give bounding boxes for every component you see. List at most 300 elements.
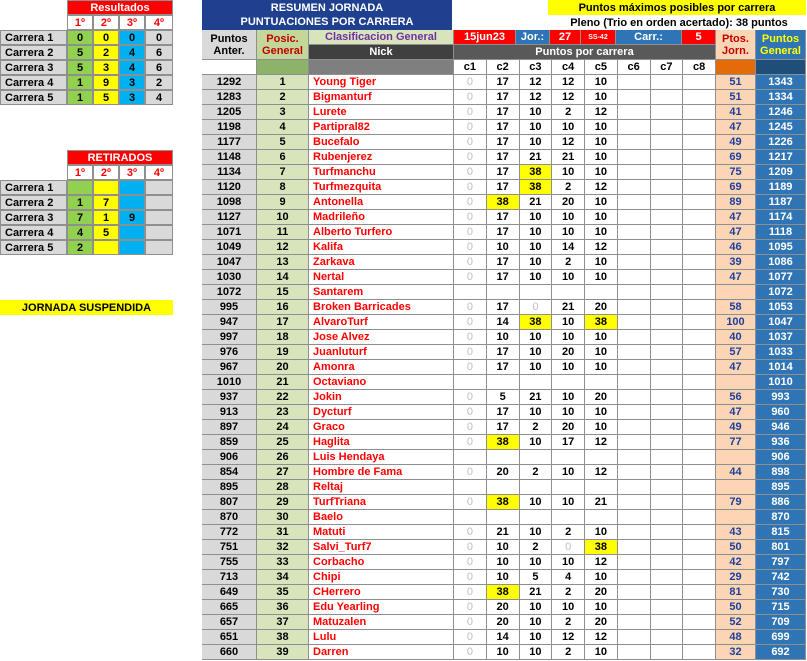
race-points-cell: [618, 150, 651, 165]
race-points-cell: [683, 555, 716, 570]
race-points-cell: 0: [454, 330, 487, 345]
race-col-header: c6: [618, 60, 651, 75]
puntos-anter-cell: 854: [202, 465, 257, 480]
retirados-cell: 1: [93, 210, 119, 225]
puntos-general-cell: 699: [756, 630, 806, 645]
ptos-jorn-cell: 47: [716, 270, 756, 285]
puntos-anter-cell: 1071: [202, 225, 257, 240]
puntos-anter-cell: 1134: [202, 165, 257, 180]
race-col-header: c8: [683, 60, 716, 75]
race-points-cell: [618, 630, 651, 645]
race-points-cell: [651, 645, 684, 660]
posicion-cell: 9: [257, 195, 309, 210]
retirados-cell: 7: [93, 195, 119, 210]
resultados-cell: 4: [119, 60, 145, 75]
nick-cell: Baelo: [309, 510, 454, 525]
race-points-cell: 0: [454, 270, 487, 285]
ptos-jorn-cell: 41: [716, 105, 756, 120]
race-points-cell: 10: [520, 240, 553, 255]
race-points-cell: [618, 255, 651, 270]
nick-cell: Partipral82: [309, 120, 454, 135]
puntos-general-cell: 1077: [756, 270, 806, 285]
posicion-cell: 6: [257, 150, 309, 165]
ptos-jorn-cell: 32: [716, 645, 756, 660]
race-points-cell: [618, 555, 651, 570]
ptos-jorn-cell: 81: [716, 585, 756, 600]
race-points-cell: 10: [552, 600, 585, 615]
puntos-general-cell: 692: [756, 645, 806, 660]
race-points-cell: [683, 600, 716, 615]
race-points-cell: 12: [585, 630, 618, 645]
race-points-cell: 20: [487, 615, 520, 630]
ptos-jorn-cell: 49: [716, 420, 756, 435]
puntos-anter-cell: 651: [202, 630, 257, 645]
ptos-jorn-cell: 100: [716, 315, 756, 330]
posicion-cell: 25: [257, 435, 309, 450]
race-points-cell: 38: [487, 585, 520, 600]
ptos-jorn-cell: 44: [716, 465, 756, 480]
puntos-general-cell: 715: [756, 600, 806, 615]
nick-cell: CHerrero: [309, 585, 454, 600]
nick-cell: Matuti: [309, 525, 454, 540]
race-points-cell: [454, 285, 487, 300]
ptos-jorn-cell: 51: [716, 75, 756, 90]
race-points-cell: [618, 405, 651, 420]
ptos-jorn-cell: 89: [716, 195, 756, 210]
standings-row: [202, 465, 806, 480]
race-points-cell: 12: [552, 75, 585, 90]
puntos-anter-cell: 751: [202, 540, 257, 555]
race-points-cell: 12: [552, 90, 585, 105]
puntos-anter-cell: 870: [202, 510, 257, 525]
race-points-cell: [683, 315, 716, 330]
race-col-header: c5: [585, 60, 618, 75]
standings-row: [202, 240, 806, 255]
puntos-general-cell: 1095: [756, 240, 806, 255]
puntos-anter-cell: 1010: [202, 375, 257, 390]
retirados-row-label: Carrera 3: [0, 210, 67, 225]
race-points-cell: 17: [487, 135, 520, 150]
nick-cell: Jose Alvez: [309, 330, 454, 345]
resultados-row-label: Carrera 1: [0, 30, 67, 45]
nick-cell: Matuzalen: [309, 615, 454, 630]
ptos-jorn-cell: 46: [716, 240, 756, 255]
race-points-cell: 10: [487, 645, 520, 660]
puntos-anter-cell: 895: [202, 480, 257, 495]
race-points-cell: [618, 525, 651, 540]
race-points-cell: 12: [585, 435, 618, 450]
race-points-cell: 21: [520, 195, 553, 210]
race-points-cell: 0: [454, 465, 487, 480]
race-points-cell: 10: [585, 570, 618, 585]
race-col-header: c1: [454, 60, 487, 75]
standings-row: [202, 330, 806, 345]
race-points-cell: [651, 165, 684, 180]
race-points-cell: [618, 435, 651, 450]
standings-row: [202, 420, 806, 435]
race-points-cell: 10: [552, 465, 585, 480]
nick-cell: Madrileño: [309, 210, 454, 225]
race-points-cell: 20: [552, 345, 585, 360]
race-points-cell: 10: [585, 330, 618, 345]
retirados-cell: 5: [93, 225, 119, 240]
race-points-cell: [651, 285, 684, 300]
race-points-cell: 0: [520, 300, 553, 315]
resultados-row: [0, 30, 173, 45]
race-points-cell: 10: [585, 135, 618, 150]
race-col-header: c3: [520, 60, 553, 75]
resultados-cell: 3: [119, 90, 145, 105]
puntos-general-cell: 1086: [756, 255, 806, 270]
resultados-cell: 0: [119, 30, 145, 45]
race-points-cell: [683, 75, 716, 90]
ptos-jorn-cell: 75: [716, 165, 756, 180]
race-points-cell: 10: [520, 495, 553, 510]
race-points-cell: 10: [552, 330, 585, 345]
race-points-cell: 0: [454, 180, 487, 195]
resultados-col-header: 2º: [93, 15, 119, 30]
race-points-cell: 10: [585, 75, 618, 90]
puntos-general-cell: 898: [756, 465, 806, 480]
race-points-cell: [683, 240, 716, 255]
puntos-anter-subheader: [202, 60, 257, 75]
posicion-cell: 12: [257, 240, 309, 255]
race-points-cell: 12: [585, 465, 618, 480]
race-points-cell: [618, 645, 651, 660]
race-points-cell: [618, 135, 651, 150]
posicion-cell: 10: [257, 210, 309, 225]
race-points-cell: [618, 225, 651, 240]
race-points-cell: 10: [487, 330, 520, 345]
posicion-cell: 36: [257, 600, 309, 615]
race-points-cell: 0: [454, 90, 487, 105]
race-points-cell: [683, 585, 716, 600]
race-points-cell: 5: [487, 390, 520, 405]
retirados-row: [0, 240, 173, 255]
race-points-cell: 10: [552, 390, 585, 405]
race-points-cell: [618, 615, 651, 630]
ptos-jorn-subheader: [716, 60, 756, 75]
race-points-cell: 10: [585, 225, 618, 240]
standings-row: [202, 615, 806, 630]
race-points-cell: [618, 300, 651, 315]
posicion-cell: 38: [257, 630, 309, 645]
race-col-header: c4: [552, 60, 585, 75]
race-points-cell: 2: [520, 420, 553, 435]
race-points-cell: [683, 645, 716, 660]
ptos-jorn-cell: 51: [716, 90, 756, 105]
race-points-cell: [683, 180, 716, 195]
race-points-cell: [618, 540, 651, 555]
race-points-cell: 0: [454, 615, 487, 630]
race-points-cell: 20: [487, 600, 520, 615]
race-points-cell: [651, 435, 684, 450]
puntos-general-cell: 1014: [756, 360, 806, 375]
ptos-jorn-cell: 39: [716, 255, 756, 270]
standings-row: [202, 540, 806, 555]
nick-cell: Santarem: [309, 285, 454, 300]
nick-cell: Octaviano: [309, 375, 454, 390]
race-points-cell: 17: [487, 270, 520, 285]
puntos-general-cell: 960: [756, 405, 806, 420]
ptos-jorn-cell: 49: [716, 135, 756, 150]
standings-row: [202, 450, 806, 465]
standings-row: [202, 495, 806, 510]
race-points-cell: [651, 480, 684, 495]
puntos-general-cell: 1189: [756, 180, 806, 195]
retirados-cell: [93, 240, 119, 255]
puntos-general-cell: 1246: [756, 105, 806, 120]
race-points-cell: [683, 165, 716, 180]
race-points-cell: [651, 390, 684, 405]
race-points-cell: 0: [454, 405, 487, 420]
puntos-general-cell: 1187: [756, 195, 806, 210]
puntos-general-cell: 1343: [756, 75, 806, 90]
race-points-cell: 38: [487, 495, 520, 510]
race-points-cell: 10: [552, 405, 585, 420]
ptos-jorn-cell: 50: [716, 540, 756, 555]
race-points-cell: [651, 420, 684, 435]
race-points-cell: 17: [487, 420, 520, 435]
standings-row: [202, 405, 806, 420]
race-points-cell: 38: [487, 195, 520, 210]
race-points-cell: [487, 510, 520, 525]
race-points-cell: [651, 525, 684, 540]
puntos-anter-cell: 967: [202, 360, 257, 375]
puntos-general-cell: 1047: [756, 315, 806, 330]
race-points-cell: [651, 375, 684, 390]
race-points-cell: 10: [552, 555, 585, 570]
race-points-cell: [683, 90, 716, 105]
race-points-cell: [683, 420, 716, 435]
race-points-cell: [683, 285, 716, 300]
standings-row: [202, 195, 806, 210]
race-points-cell: 10: [552, 225, 585, 240]
race-points-cell: 10: [552, 165, 585, 180]
ptos-jorn-header-text: Ptos. Jorn.: [722, 32, 749, 57]
resultados-cell: 9: [93, 75, 119, 90]
race-points-cell: 0: [454, 315, 487, 330]
race-points-cell: [683, 225, 716, 240]
resultados-table: [0, 0, 173, 105]
nick-cell: Broken Barricades: [309, 300, 454, 315]
race-points-cell: [520, 285, 553, 300]
puntos-anter-cell: 649: [202, 585, 257, 600]
race-points-cell: 0: [454, 435, 487, 450]
race-points-cell: 21: [585, 495, 618, 510]
posicion-cell: 2: [257, 90, 309, 105]
race-points-cell: [585, 480, 618, 495]
ptos-jorn-header: [716, 30, 756, 60]
nick-cell: Nertal: [309, 270, 454, 285]
race-points-cell: 10: [585, 345, 618, 360]
race-points-cell: [552, 285, 585, 300]
puntos-anter-cell: 660: [202, 645, 257, 660]
race-points-cell: 38: [520, 165, 553, 180]
puntos-anter-cell: 995: [202, 300, 257, 315]
posicion-cell: 20: [257, 360, 309, 375]
race-points-cell: [552, 450, 585, 465]
ptos-jorn-cell: [716, 285, 756, 300]
race-points-cell: 2: [552, 525, 585, 540]
race-points-cell: 0: [454, 420, 487, 435]
race-points-cell: 17: [487, 165, 520, 180]
resultados-row-label: Carrera 2: [0, 45, 67, 60]
resultados-col-header: 1º: [67, 15, 93, 30]
race-points-cell: 2: [552, 645, 585, 660]
race-points-cell: 17: [487, 210, 520, 225]
race-points-cell: [618, 165, 651, 180]
posicion-cell: 8: [257, 180, 309, 195]
race-points-cell: 38: [487, 435, 520, 450]
resultados-col-header: 3º: [119, 15, 145, 30]
race-points-cell: 17: [487, 75, 520, 90]
posicion-cell: 15: [257, 285, 309, 300]
resultados-cell: 1: [67, 75, 93, 90]
race-points-cell: 38: [585, 315, 618, 330]
nick-cell: Jokin: [309, 390, 454, 405]
standings-row: [202, 90, 806, 105]
race-points-cell: 10: [585, 420, 618, 435]
resultados-title: Resultados: [67, 0, 173, 15]
race-points-cell: [651, 180, 684, 195]
race-points-cell: [683, 255, 716, 270]
race-points-cell: 12: [520, 90, 553, 105]
posicion-cell: 19: [257, 345, 309, 360]
nick-cell: Hombre de Fama: [309, 465, 454, 480]
race-points-cell: [651, 555, 684, 570]
race-points-cell: [454, 510, 487, 525]
nick-cell: Lulu: [309, 630, 454, 645]
puntos-anter-cell: 1047: [202, 255, 257, 270]
race-points-cell: [618, 75, 651, 90]
ptos-jorn-cell: 69: [716, 180, 756, 195]
retirados-cell: [145, 225, 173, 240]
race-points-cell: 10: [520, 630, 553, 645]
race-points-cell: 21: [552, 300, 585, 315]
race-points-cell: 10: [585, 255, 618, 270]
retirados-col-header: 3º: [119, 165, 145, 180]
race-points-cell: 14: [552, 240, 585, 255]
resultados-row: [0, 45, 173, 60]
race-points-cell: [683, 330, 716, 345]
standings-row: [202, 435, 806, 450]
race-points-cell: [651, 240, 684, 255]
race-points-cell: 0: [454, 240, 487, 255]
race-points-cell: [651, 615, 684, 630]
nick-cell: Bigmanturf: [309, 90, 454, 105]
race-points-cell: 2: [520, 465, 553, 480]
race-points-cell: 12: [585, 180, 618, 195]
race-points-cell: 12: [520, 75, 553, 90]
race-points-cell: 17: [487, 300, 520, 315]
puntos-general-cell: 870: [756, 510, 806, 525]
standings-row: [202, 210, 806, 225]
race-points-cell: 10: [520, 270, 553, 285]
race-points-cell: [683, 570, 716, 585]
resultados-cell: 6: [145, 45, 173, 60]
race-points-cell: [618, 510, 651, 525]
race-points-cell: [454, 480, 487, 495]
race-points-cell: [618, 270, 651, 285]
race-points-cell: 10: [520, 360, 553, 375]
standings-row: [202, 360, 806, 375]
resultados-cell: 1: [67, 90, 93, 105]
race-points-cell: [651, 300, 684, 315]
nick-cell: Kalifa: [309, 240, 454, 255]
race-points-cell: 17: [487, 90, 520, 105]
race-points-cell: [683, 210, 716, 225]
puntos-general-cell: 742: [756, 570, 806, 585]
race-points-cell: 10: [585, 645, 618, 660]
retirados-row: [0, 195, 173, 210]
race-points-cell: [585, 285, 618, 300]
posicion-cell: 26: [257, 450, 309, 465]
race-points-cell: 0: [454, 225, 487, 240]
race-points-cell: [487, 285, 520, 300]
race-points-cell: [651, 405, 684, 420]
race-points-cell: [683, 450, 716, 465]
race-points-cell: 0: [454, 345, 487, 360]
puntos-general-header-text: Puntos General: [760, 32, 801, 57]
race-points-cell: [618, 390, 651, 405]
resumen-title-line1: RESUMEN JORNADA: [270, 2, 384, 14]
standings-row: [202, 165, 806, 180]
race-points-cell: [520, 510, 553, 525]
race-points-cell: 10: [520, 330, 553, 345]
race-points-cell: [683, 360, 716, 375]
race-points-cell: 10: [585, 120, 618, 135]
race-points-cell: 10: [487, 240, 520, 255]
race-points-cell: 10: [585, 90, 618, 105]
resultados-col-header: 4º: [145, 15, 173, 30]
race-points-cell: 0: [454, 75, 487, 90]
race-points-cell: 0: [454, 210, 487, 225]
race-points-cell: 17: [487, 255, 520, 270]
race-points-cell: [683, 300, 716, 315]
puntos-general-cell: 1010: [756, 375, 806, 390]
race-points-cell: [618, 585, 651, 600]
retirados-row: [0, 180, 173, 195]
jor-value: 27: [550, 30, 581, 45]
race-points-cell: [651, 210, 684, 225]
standings-row: [202, 570, 806, 585]
max-points-note: Puntos máximos posibles por carrera: [548, 0, 806, 15]
retirados-table: [0, 150, 173, 255]
puntos-por-carrera-header: Puntos por carrera: [454, 45, 716, 60]
race-points-cell: 0: [552, 540, 585, 555]
standings-row: [202, 480, 806, 495]
puntos-general-cell: 1226: [756, 135, 806, 150]
puntos-anter-cell: 713: [202, 570, 257, 585]
standings-row: [202, 600, 806, 615]
race-points-cell: 0: [454, 600, 487, 615]
race-points-cell: 17: [487, 150, 520, 165]
race-points-cell: 17: [487, 180, 520, 195]
posicion-cell: 22: [257, 390, 309, 405]
puntos-anter-cell: 657: [202, 615, 257, 630]
race-points-cell: 10: [520, 405, 553, 420]
standings-row: [202, 390, 806, 405]
race-points-cell: [651, 225, 684, 240]
puntos-general-cell: 1033: [756, 345, 806, 360]
race-points-cell: 2: [552, 105, 585, 120]
nick-cell: TurfTriana: [309, 495, 454, 510]
race-points-cell: [683, 435, 716, 450]
puntos-anter-cell: 947: [202, 315, 257, 330]
standings-row: [202, 510, 806, 525]
race-points-cell: 21: [552, 150, 585, 165]
